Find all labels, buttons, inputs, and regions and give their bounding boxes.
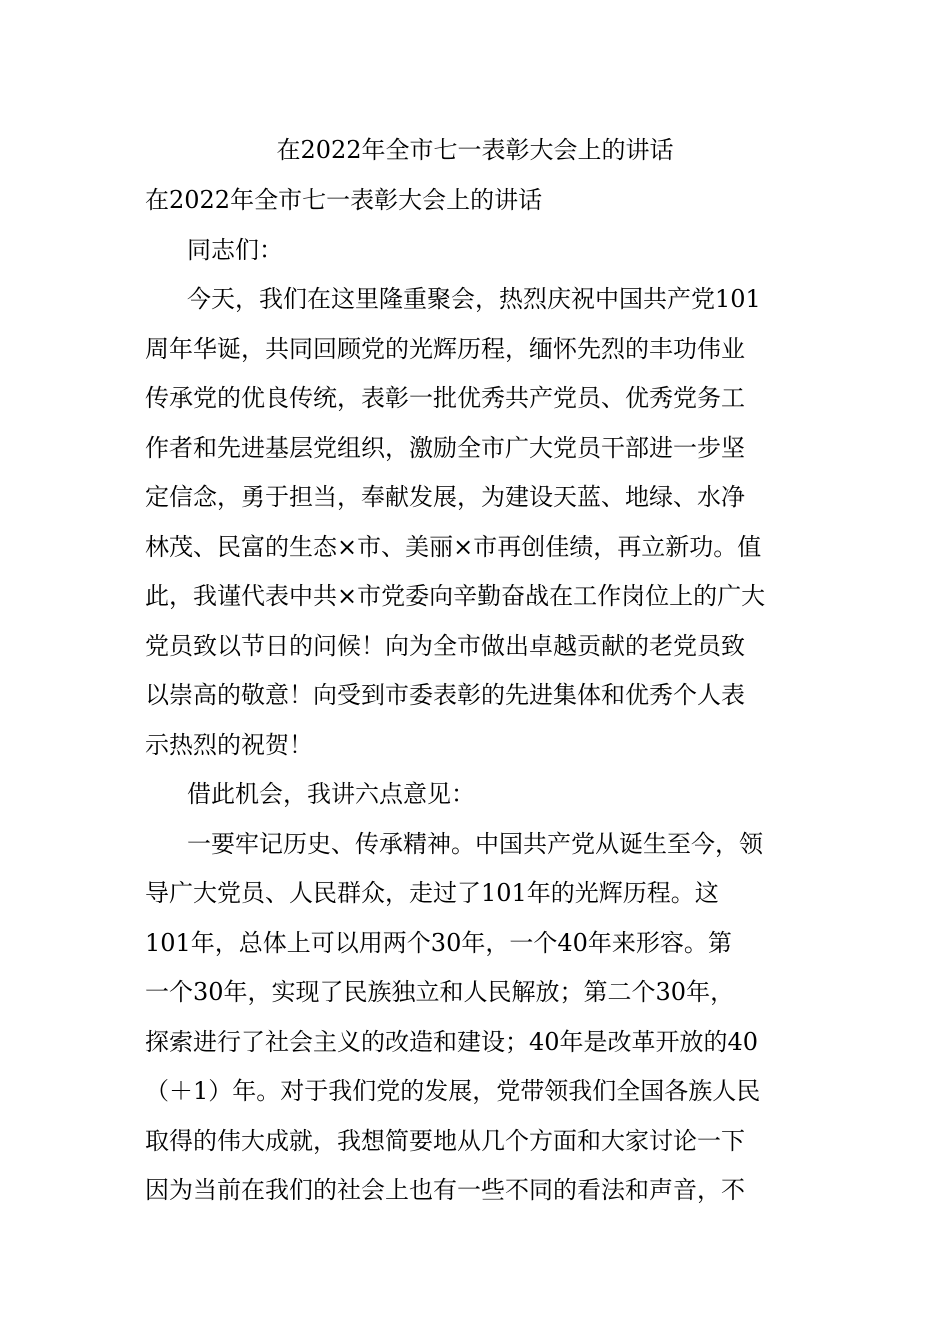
text-line: 此，我谨代表中共×市党委向辛勤奋战在工作岗位上的广大 bbox=[145, 582, 766, 610]
text-line: 林茂、民富的生态×市、美丽×市再创佳绩，再立新功。值 bbox=[145, 532, 762, 561]
text-line: 周年华诞，共同回顾党的光辉历程，缅怀先烈的丰功伟业 bbox=[145, 334, 745, 363]
document-title: 在2022年全市七一表彰大会上的讲话 bbox=[276, 136, 674, 164]
text-line: 党员致以节日的问候！向为全市做出卓越贡献的老党员致 bbox=[145, 631, 745, 660]
text-line: 探索进行了社会主义的改造和建设；40年是改革开放的40 bbox=[145, 1027, 759, 1056]
text-line: 今天，我们在这里隆重聚会，热烈庆祝中国共产党101 bbox=[187, 285, 761, 313]
document-body bbox=[145, 176, 805, 1216]
text-line: 101年，总体上可以用两个30年，一个40年来形容。第 bbox=[145, 928, 732, 957]
text-line: 导广大党员、人民群众，走过了101年的光辉历程。这 bbox=[145, 879, 719, 907]
text-line: （＋1）年。对于我们党的发展，党带领我们全国各族人民 bbox=[145, 1077, 761, 1105]
text-line: 一要牢记历史、传承精神。中国共产党从诞生至今，领 bbox=[187, 829, 763, 858]
text-line: 同志们： bbox=[187, 235, 283, 264]
text-line: 一个30年，实现了民族独立和人民解放；第二个30年， bbox=[145, 978, 735, 1006]
text-line: 在2022年全市七一表彰大会上的讲话 bbox=[145, 186, 543, 214]
text-line: 因为当前在我们的社会上也有一些不同的看法和声音，不 bbox=[145, 1176, 745, 1204]
text-line: 作者和先进基层党组织，激励全市广大党员干部进一步坚 bbox=[145, 433, 745, 462]
text-line: 传承党的优良传统，表彰一批优秀共产党员、优秀党务工 bbox=[145, 384, 745, 412]
text-line: 定信念，勇于担当，奉献发展，为建设天蓝、地绿、水净 bbox=[145, 483, 745, 511]
text-line: 借此机会，我讲六点意见： bbox=[187, 780, 475, 808]
text-line: 取得的伟大成就，我想简要地从几个方面和大家讨论一下 bbox=[145, 1126, 745, 1155]
text-line: 示热烈的祝贺！ bbox=[145, 730, 313, 759]
text-line: 以崇高的敬意！向受到市委表彰的先进集体和优秀个人表 bbox=[145, 681, 745, 709]
